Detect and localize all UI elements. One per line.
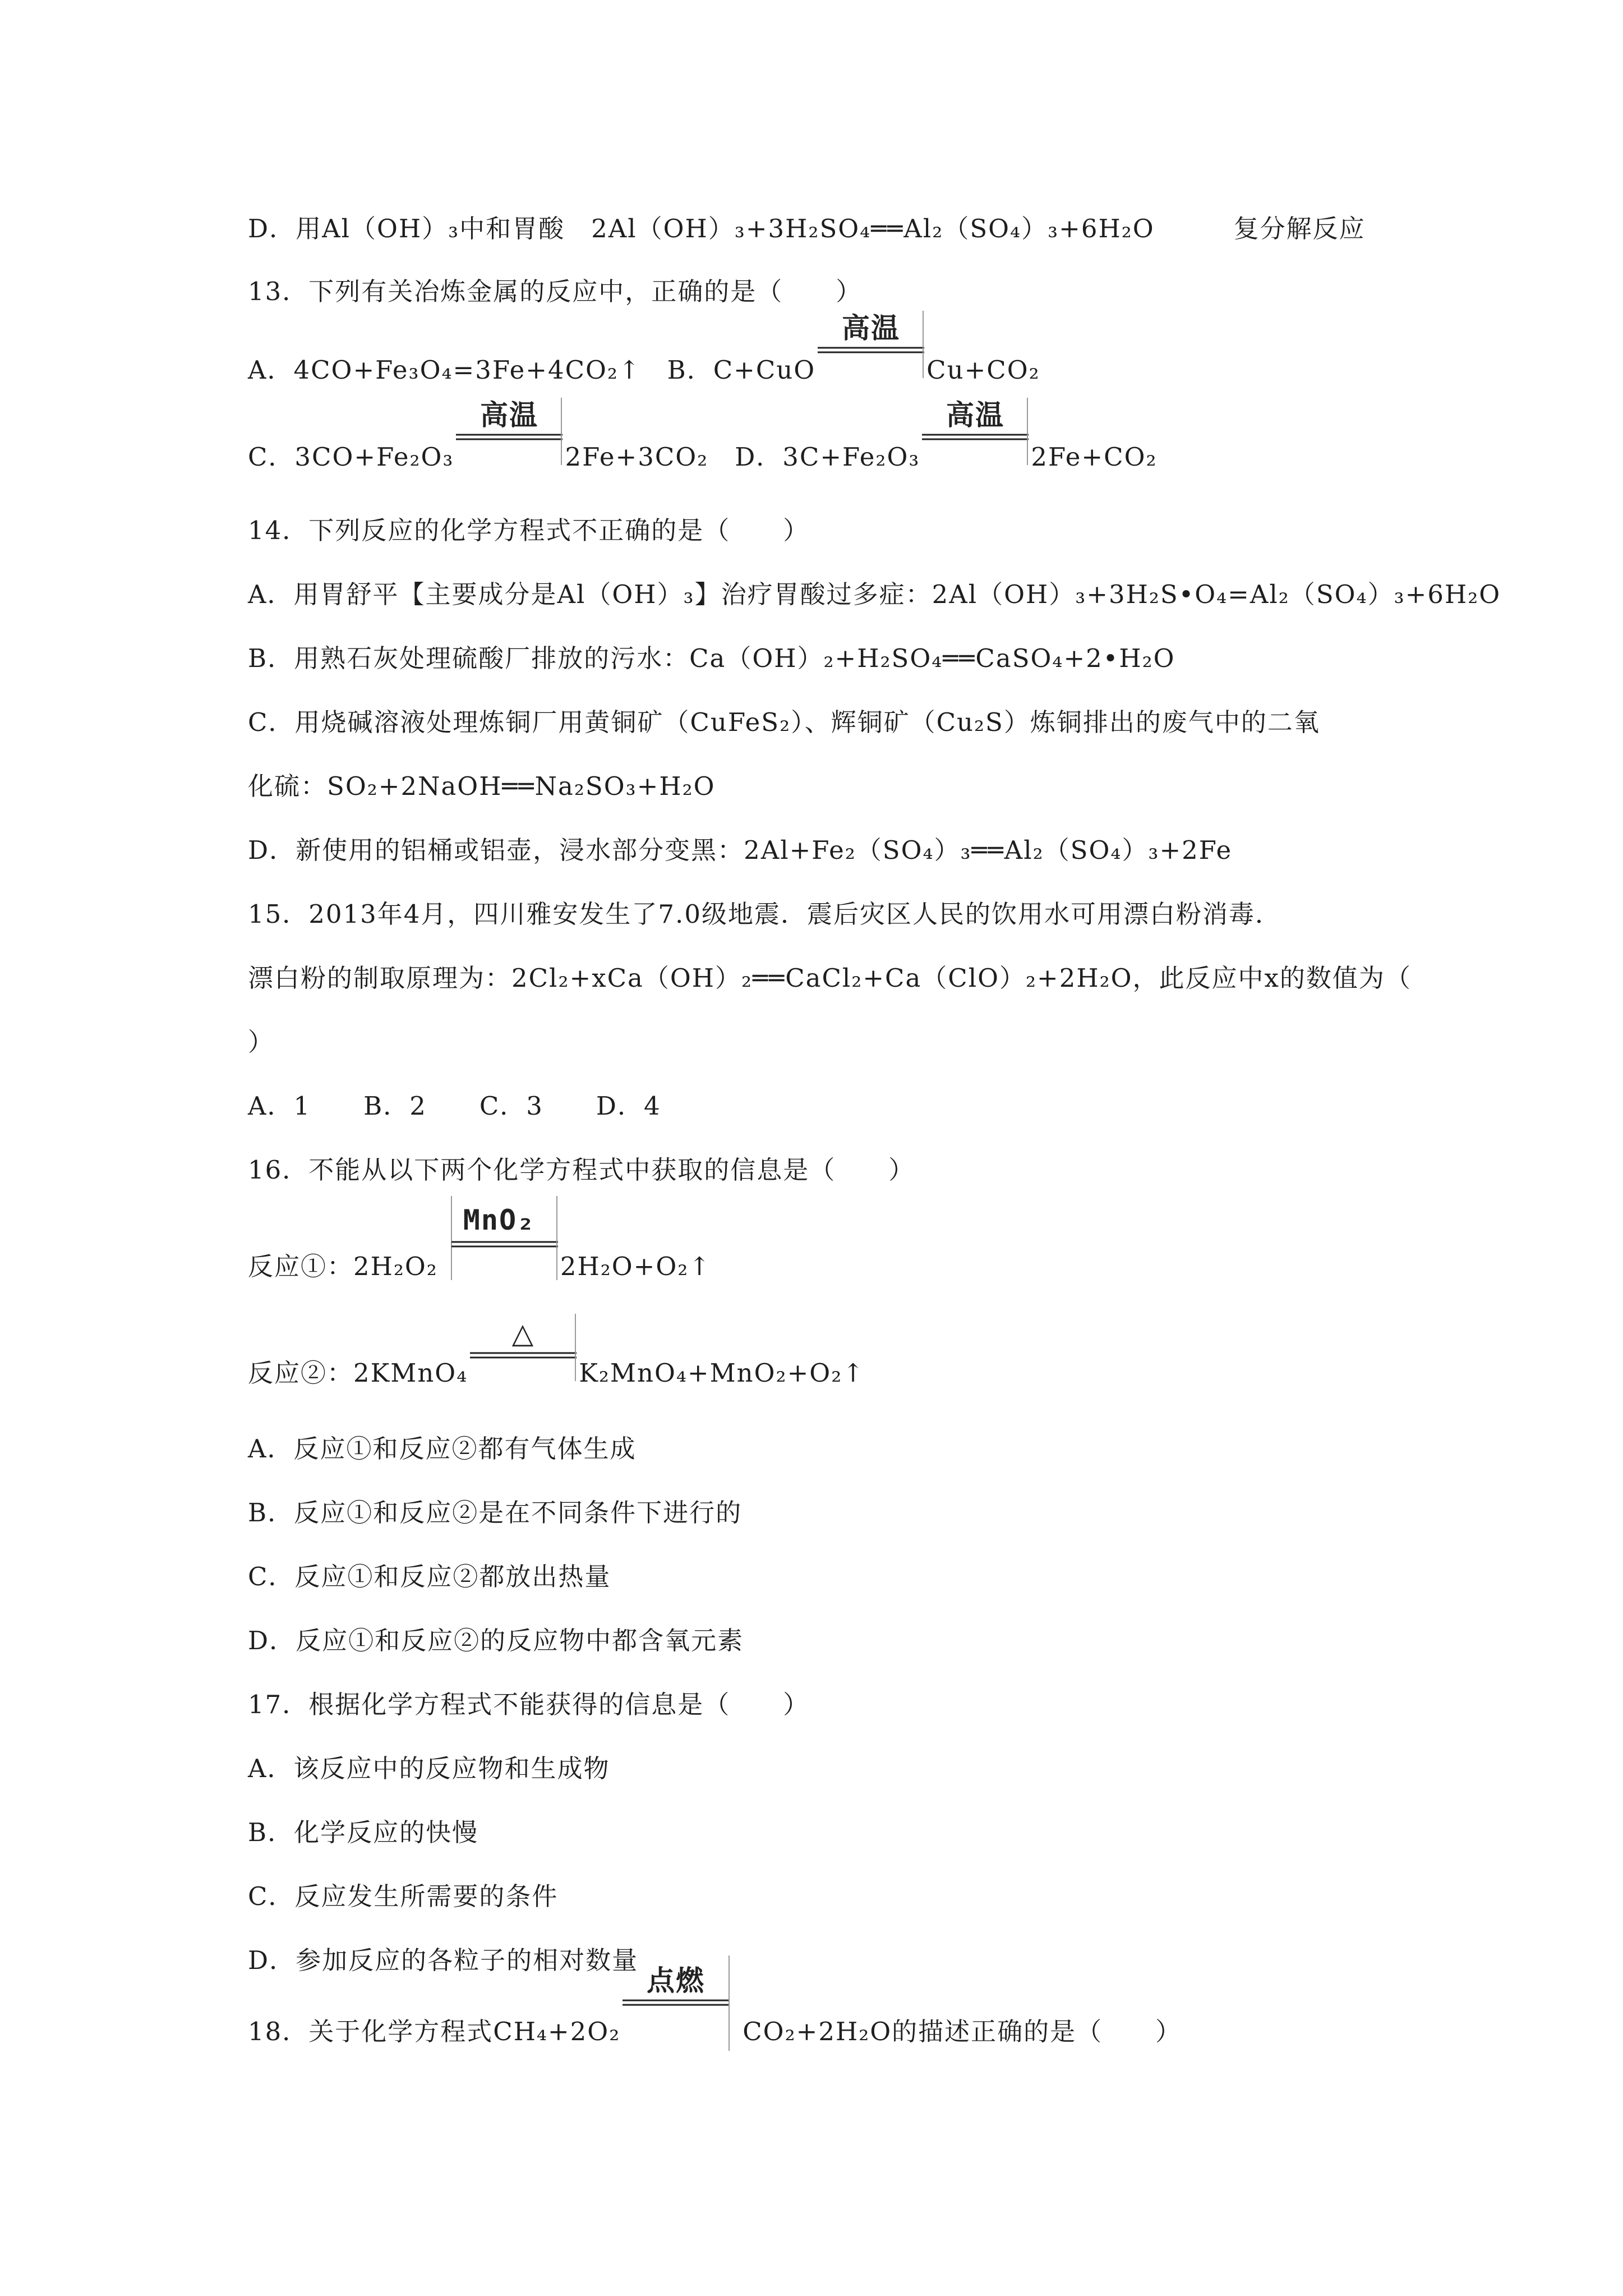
question-15-options: A．1 B．2 C．3 D．4 [248, 1091, 661, 1121]
question-17-option-b: B．化学反应的快慢 [248, 1818, 479, 1847]
q18-right: CO₂+2H₂O的描述正确的是（ ） [743, 2017, 1182, 2046]
question-14-option-a: A．用胃舒平【主要成分是Al（OH）₃】治疗胃酸过多症：2Al（OH）₃+3H₂S•O₄=Al₂（SO₄）₃+6H₂O [248, 579, 1501, 609]
question-17-option-d: D．参加反应的各粒子的相对数量 [248, 1945, 639, 1975]
reaction-1-right: 2H₂O+O₂↑ [560, 1251, 712, 1281]
reaction-arrow-graphic [818, 305, 924, 378]
question-16: 16．不能从以下两个化学方程式中获取的信息是（ ） [248, 1155, 915, 1185]
question-13-options-cd [248, 398, 1158, 474]
question-16-option-a: A．反应①和反应②都有气体生成 [248, 1434, 637, 1464]
question-13: 13．下列有关冶炼金属的反应中，正确的是（ ） [248, 277, 863, 306]
reaction-1 [248, 1203, 712, 1283]
question-14-option-d: D．新使用的铝桶或铝壶，浸水部分变黑：2Al+Fe₂（SO₄）₃══Al₂（SO₄）₃+2Fe [248, 835, 1233, 865]
question-16-option-b: B．反应①和反应②是在不同条件下进行的 [248, 1498, 743, 1527]
question-14-option-c-line1: C．用烧碱溶液处理炼铜厂用黄铜矿（CuFeS₂）、辉铜矿（Cu₂S）炼铜排出的废气中的二氧 [248, 707, 1320, 737]
question-18 [248, 1964, 1182, 2051]
q13-option-c-left: C．3CO+Fe₂O₃ [248, 442, 454, 472]
question-16-option-c: C．反应①和反应②都放出热量 [248, 1562, 611, 1591]
ignite-condition [623, 1955, 740, 2051]
reaction-2-left: 反应②：2KMnO₄ [248, 1358, 468, 1388]
q13-option-b-right: Cu+CO₂ [926, 355, 1040, 385]
reaction-arrow-graphic [922, 392, 1029, 465]
heat-condition [470, 1308, 577, 1381]
high-temp-condition [456, 392, 562, 465]
condition-label: 点燃 [647, 1964, 706, 1997]
high-temp-condition [818, 305, 924, 378]
question-15-line1: 15．2013年4月，四川雅安发生了7.0级地震．震后灾区人民的饮用水可用漂白粉消毒． [248, 899, 1281, 929]
option-d-line: D．用Al（OH）₃中和胃酸 2Al（OH）₃+3H₂SO₄══Al₂（SO₄）₃+6H₂O 复分解反应 [248, 214, 1366, 243]
question-16-option-d: D．反应①和反应②的反应物中都含氧元素 [248, 1626, 744, 1655]
mno2-condition [440, 1196, 558, 1280]
question-14: 14．下列反应的化学方程式不正确的是（ ） [248, 516, 810, 545]
question-15-line2: 漂白粉的制取原理为：2Cl₂+xCa（OH）₂══CaCl₂+Ca（ClO）₂+2H₂O，此反应中x的数值为（ [248, 963, 1412, 993]
condition-label: △ [512, 1317, 535, 1350]
q13-option-d-right: 2Fe+CO₂ [1031, 442, 1158, 472]
condition-label: 高温 [480, 398, 539, 431]
q13-option-c-right-d-left: 2Fe+3CO₂ D．3C+Fe₂O₃ [565, 442, 920, 472]
question-14-option-b: B．用熟石灰处理硫酸厂排放的污水：Ca（OH）₂+H₂SO₄══CaSO₄+2•H₂O [248, 643, 1175, 673]
high-temp-condition [922, 392, 1029, 465]
question-17-option-c: C．反应发生所需要的条件 [248, 1881, 559, 1911]
question-17: 17．根据化学方程式不能获得的信息是（ ） [248, 1690, 810, 1719]
condition-label: 高温 [946, 398, 1005, 431]
q18-left: 18．关于化学方程式CH₄+2O₂ [248, 2017, 621, 2046]
condition-label: 高温 [842, 311, 901, 344]
reaction-arrow-graphic [470, 1308, 577, 1381]
question-15-line3: ） [248, 1027, 275, 1057]
reaction-arrow-graphic [440, 1196, 558, 1280]
question-17-option-a: A．该反应中的反应物和生成物 [248, 1754, 610, 1783]
question-13-options-ab [248, 311, 1040, 387]
question-14-option-c-line2: 化硫：SO₂+2NaOH══Na₂SO₃+H₂O [248, 771, 716, 801]
reaction-1-left: 反应①：2H₂O₂ [248, 1251, 438, 1281]
reaction-arrow-graphic [623, 1955, 740, 2051]
q13-option-a-b-left: A．4CO+Fe₃O₄=3Fe+4CO₂↑ B．C+CuO [248, 355, 816, 385]
reaction-arrow-graphic [456, 392, 562, 465]
reaction-2-right: K₂MnO₄+MnO₂+O₂↑ [579, 1358, 865, 1388]
reaction-2 [248, 1317, 865, 1390]
condition-label: MnO₂ [463, 1203, 536, 1236]
